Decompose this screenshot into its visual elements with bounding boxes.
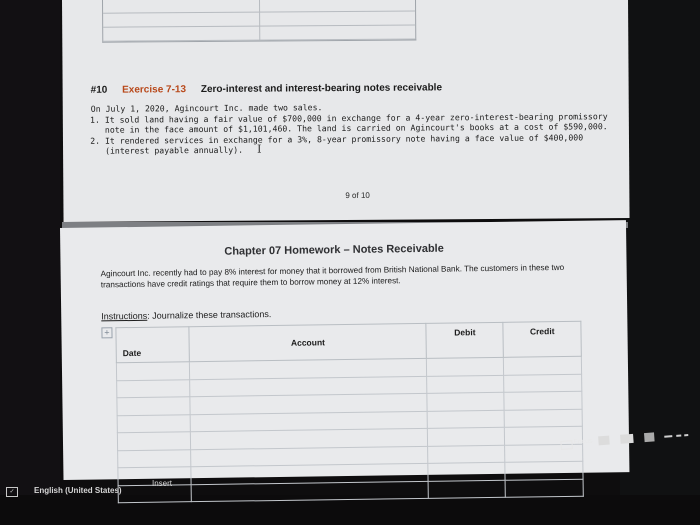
instructions	[101, 309, 271, 321]
previous-table-fragment	[102, 0, 416, 43]
exercise-heading	[91, 82, 442, 95]
focus-button[interactable]: Focus	[573, 437, 593, 447]
zoom-slider-track[interactable]	[684, 434, 688, 436]
exercise-intro: On July 1, 2020, Agincourt Inc. made two sales.	[90, 102, 323, 114]
header-account: Account	[189, 323, 426, 361]
web-layout-icon[interactable]	[644, 432, 655, 442]
exercise-number: #10	[90, 84, 108, 96]
language-indicator[interactable]: English (United States)	[34, 486, 122, 495]
date-cell[interactable]	[116, 362, 190, 381]
exercise-label: Exercise 7-13	[122, 84, 187, 96]
read-mode-icon[interactable]	[598, 436, 610, 446]
exercise-body	[91, 100, 611, 156]
insert-mode-indicator[interactable]: Insert	[152, 479, 173, 488]
date-cell[interactable]	[117, 379, 191, 398]
credit-cell[interactable]	[504, 391, 582, 410]
debit-cell[interactable]	[427, 392, 504, 411]
exercise-list	[91, 111, 611, 157]
header-credit: Credit	[503, 321, 581, 357]
screen-bezel-left	[0, 0, 60, 525]
credit-cell[interactable]	[505, 409, 583, 428]
instructions-label: Instructions	[101, 310, 148, 322]
date-cell[interactable]	[117, 432, 191, 451]
date-cell[interactable]	[117, 414, 191, 433]
focus-icon[interactable]	[560, 440, 573, 450]
document-page-10	[60, 220, 629, 480]
homework-intro: Agincourt Inc. recently had to pay 8% interest for money that it borrowed from British National Bank. The customers in these two transactions have credit ratings that require them to borrow money at 12% interest.	[100, 262, 565, 289]
date-cell[interactable]	[118, 449, 192, 468]
debit-cell[interactable]	[427, 357, 504, 376]
header-date: Date	[116, 327, 190, 363]
zoom-slider[interactable]	[676, 435, 681, 437]
debit-cell[interactable]	[427, 375, 504, 394]
date-cell[interactable]	[117, 397, 191, 416]
proofing-icon[interactable]: ✓	[6, 487, 18, 497]
exercise-title: Zero-interest and interest-bearing notes receivable	[200, 82, 443, 96]
word-status-bar	[0, 470, 640, 496]
zoom-out-icon[interactable]	[664, 435, 672, 438]
print-layout-icon[interactable]	[620, 434, 634, 444]
debit-cell[interactable]	[427, 410, 504, 429]
credit-cell[interactable]	[504, 356, 582, 375]
document-page-9	[62, 0, 630, 222]
header-debit: Debit	[426, 322, 504, 358]
table-move-handle-icon[interactable]: +	[101, 327, 112, 338]
page-indicator: 9 of 10	[345, 190, 370, 201]
instructions-text: : Journalize these transactions.	[147, 309, 272, 321]
debit-cell[interactable]	[428, 445, 505, 464]
credit-cell[interactable]	[504, 374, 582, 393]
debit-cell[interactable]	[428, 427, 505, 446]
homework-title: Chapter 07 Homework – Notes Receivable	[224, 242, 444, 258]
exercise-item: 1. It sold land having a fair value of $700,000 in exchange for a 4-year zero-interest-bearing promissory note in the face amount of $1,101,460. The land is carried on Agincourt's books at a cost of $590,000.	[105, 111, 611, 136]
text-cursor-icon: I	[257, 142, 262, 156]
exercise-item: 2. It rendered services in exchange for a 3%, 8-year promissory note having a face value of $400,000 (interest payable annually). I	[105, 132, 611, 157]
